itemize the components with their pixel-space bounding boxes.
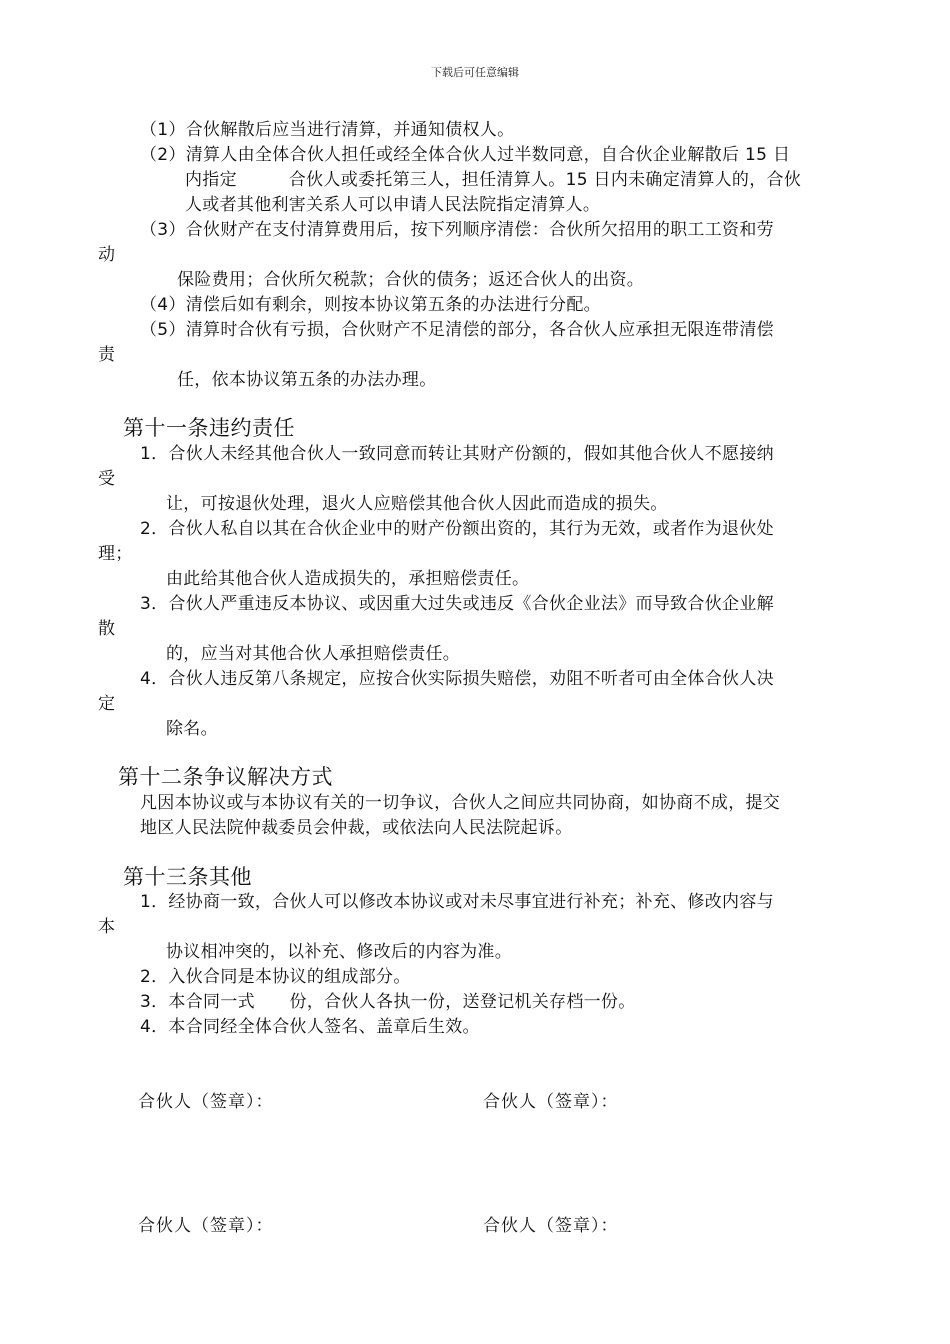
article-12-line: 凡因本协议或与本协议有关的一切争议，合伙人之间应共同协商，如协商不成，提交 bbox=[140, 793, 781, 813]
signature-label: 合伙人（签章）： bbox=[483, 1092, 619, 1112]
article-12-title: 第十二条争议解决方式 bbox=[118, 765, 333, 789]
clearing-item-5: （5）清算时合伙有亏损，合伙财产不足清偿的部分，各合伙人应承担无限连带清偿 bbox=[140, 320, 774, 340]
article-13-line: 2．入伙合同是本协议的组成部分。 bbox=[140, 967, 411, 987]
article-11-line: 定 bbox=[98, 694, 116, 714]
clearing-item-2-cont: 内指定 合伙人或委托第三人，担任清算人。15 日内未确定清算人的，合伙 bbox=[185, 170, 802, 190]
article-11-line: 除名。 bbox=[166, 719, 218, 739]
article-13-line: 本 bbox=[98, 917, 116, 937]
article-11-title: 第十一条违约责任 bbox=[123, 416, 295, 440]
clearing-item-1: （1）合伙解散后应当进行清算，并通知债权人。 bbox=[140, 120, 515, 140]
page-header: 下载后可任意编辑 bbox=[431, 66, 519, 79]
article-11-line: 3．合伙人严重违反本协议、或因重大过失或违反《合伙企业法》而导致合伙企业解 bbox=[140, 594, 774, 614]
clearing-item-2: （2）清算人由全体合伙人担任或经全体合伙人过半数同意，自合伙企业解散后 15 日 bbox=[140, 145, 791, 165]
article-11-line: 让，可按退伙处理，退火人应赔偿其他合伙人因此而造成的损失。 bbox=[166, 494, 668, 514]
clearing-item-2-cont2: 人或者其他利害关系人可以申请人民法院指定清算人。 bbox=[185, 195, 601, 215]
article-11-line: 的，应当对其他合伙人承担赔偿责任。 bbox=[166, 644, 461, 664]
clearing-item-5-wrap: 责 bbox=[98, 345, 116, 365]
article-12-line: 地区人民法院仲裁委员会仲裁，或依法向人民法院起诉。 bbox=[140, 818, 573, 838]
article-13-title: 第十三条其他 bbox=[123, 865, 252, 889]
article-11-line: 2．合伙人私自以其在合伙企业中的财产份额出资的，其行为无效，或者作为退伙处 bbox=[140, 519, 774, 539]
signature-label: 合伙人（签章）： bbox=[138, 1216, 274, 1236]
article-11-line: 由此给其他合伙人造成损失的，承担赔偿责任。 bbox=[166, 569, 530, 589]
article-13-line: 协议相冲突的，以补充、修改后的内容为准。 bbox=[166, 942, 512, 962]
article-11-line: 1．合伙人未经其他合伙人一致同意而转让其财产份额的，假如其他合伙人不愿接纳 bbox=[140, 444, 774, 464]
clearing-item-3-cont: 保险费用；合伙所欠税款；合伙的债务；返还合伙人的出资。 bbox=[177, 270, 645, 290]
article-13-line: 4．本合同经全体合伙人签名、盖章后生效。 bbox=[140, 1017, 480, 1037]
clearing-item-5-cont: 任，依本协议第五条的办法办理。 bbox=[177, 370, 437, 390]
article-11-line: 受 bbox=[98, 469, 116, 489]
article-13-line: 1．经协商一致，合伙人可以修改本协议或对未尽事宜进行补充；补充、修改内容与 bbox=[140, 892, 774, 912]
article-11-line: 散 bbox=[98, 619, 116, 639]
clearing-item-3-wrap: 动 bbox=[98, 245, 116, 265]
clearing-item-3: （3）合伙财产在支付清算费用后，按下列顺序清偿：合伙所欠招用的职工工资和劳 bbox=[140, 220, 774, 240]
article-11-line: 理； bbox=[98, 544, 133, 564]
article-13-line: 3．本合同一式 份，合伙人各执一份，送登记机关存档一份。 bbox=[140, 992, 636, 1012]
article-11-line: 4．合伙人违反第八条规定，应按合伙实际损失赔偿，劝阻不听者可由全体合伙人决 bbox=[140, 669, 774, 689]
signature-label: 合伙人（签章）： bbox=[483, 1216, 619, 1236]
clearing-item-4: （4）清偿后如有剩余，则按本协议第五条的办法进行分配。 bbox=[140, 295, 601, 315]
signature-label: 合伙人（签章）： bbox=[138, 1092, 274, 1112]
